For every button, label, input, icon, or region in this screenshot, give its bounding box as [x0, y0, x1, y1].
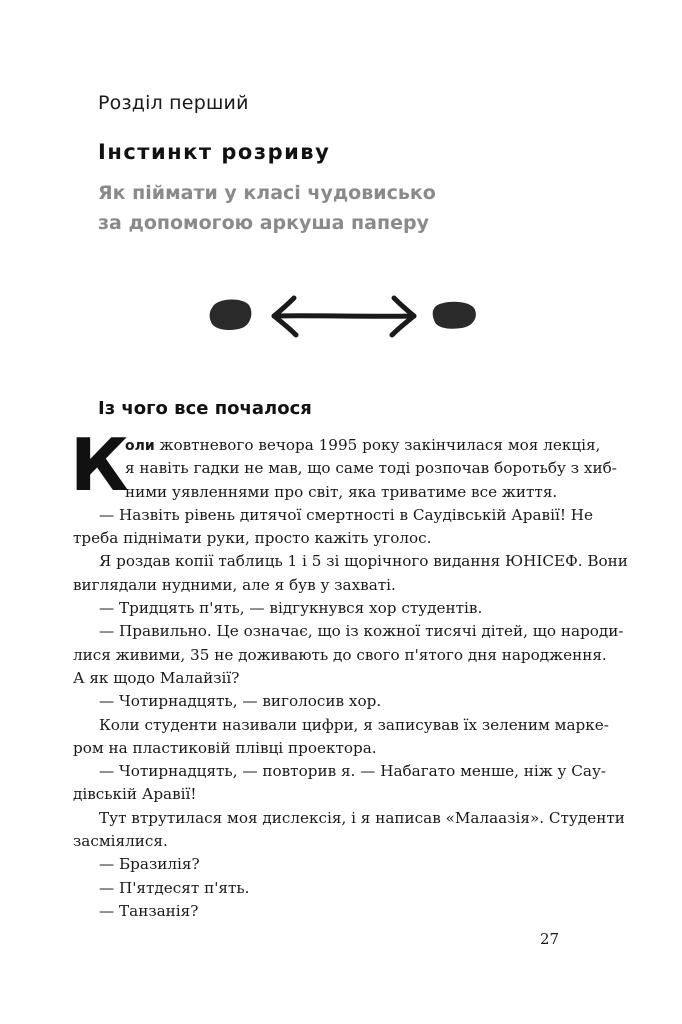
text-line: лися живими, 35 не доживають до свого п'ятого дня народження.: [73, 645, 607, 664]
page-number: 27: [540, 930, 560, 948]
text-line: ром на пластиковій плівці проектора.: [73, 738, 377, 757]
chapter-subtitle: [98, 178, 578, 238]
first-word-rest: оли: [125, 438, 155, 454]
body-text: [70, 423, 628, 923]
subtitle-line-1: Як піймати у класі чудовисько: [98, 182, 436, 204]
arrow-shaft: [274, 316, 414, 317]
text-line: засміялися.: [73, 832, 168, 851]
text-line: — Назвіть рівень дитячої смертності в Саудівській Аравії! Не: [99, 505, 593, 524]
text-line: — Правильно. Це означає, що із кожної тисячі дітей, що народи-: [99, 622, 624, 641]
text-line: — Чотирнадцять, — виголосив хор.: [99, 692, 382, 711]
text-line: я навіть гадки не мав, що саме тоді розпочав боротьбу з хиб-: [125, 459, 617, 478]
double-arrow-between-blobs-icon: [200, 286, 490, 346]
text-line: Тут втрутилася моя дислексія, і я написав «Малаазія». Студенти: [99, 808, 625, 827]
text-line: — Тридцять п'ять, — відгукнувся хор студентів.: [99, 599, 483, 618]
text-line: — П'ятдесят п'ять.: [99, 878, 250, 897]
text-line: ними уявленнями про світ, яка триватиме все життя.: [125, 482, 558, 501]
text-line: — Бразилія?: [99, 855, 200, 874]
text-line: оли жовтневого вечора 1995 року закінчилася моя лекція,: [125, 436, 601, 454]
text-line: Я роздав копії таблиць 1 і 5 зі щорічного видання ЮНІСЕФ. Вони: [99, 552, 628, 571]
text-line: треба піднімати руки, просто кажіть уголос.: [73, 529, 432, 548]
chapter-title: Інстинкт розриву: [98, 140, 331, 164]
section-heading: Із чого все почалося: [98, 398, 312, 419]
text-line: виглядали нудними, але я був у захваті.: [73, 575, 396, 594]
right-blob: [433, 302, 476, 329]
text-line: А як щодо Малайзії?: [73, 668, 240, 687]
chapter-label: Розділ перший: [98, 92, 249, 114]
text-line: — Танзанія?: [99, 901, 199, 920]
left-blob: [210, 299, 252, 330]
text-line: дівській Аравії!: [73, 785, 197, 804]
subtitle-line-2: за допомогою аркуша паперу: [98, 212, 429, 234]
text-line: — Чотирнадцять, — повторив я. — Набагато менше, ніж у Сау-: [99, 762, 607, 781]
drop-cap: К: [70, 423, 129, 507]
text-line: Коли студенти називали цифри, я записував їх зеленим марке-: [99, 715, 609, 734]
